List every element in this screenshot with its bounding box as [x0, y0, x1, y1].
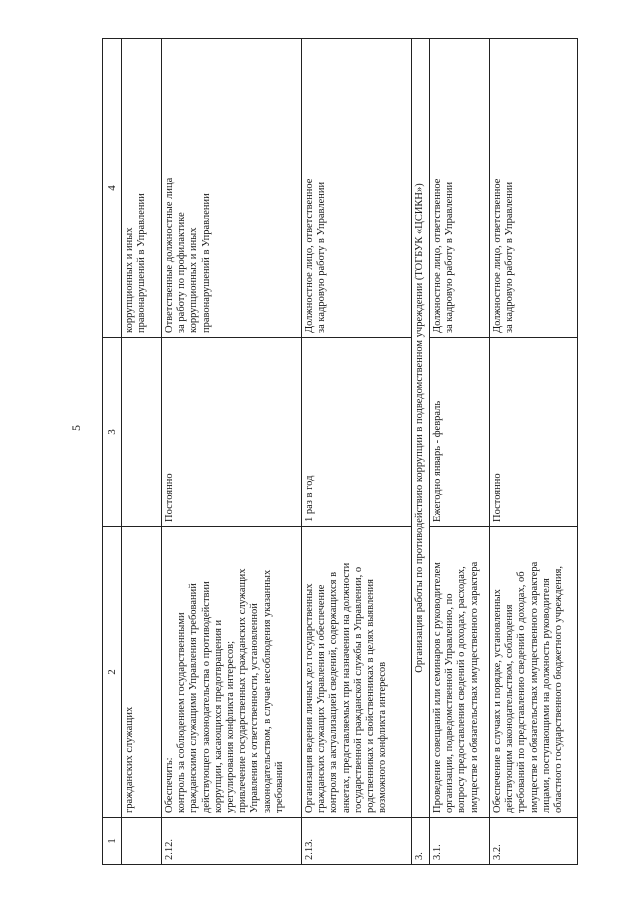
text-line: требований по представлению сведений о доходах, об	[516, 571, 528, 813]
header-col-2: 2	[103, 527, 122, 818]
row-measure	[430, 527, 490, 818]
header-col-3: 3	[103, 338, 122, 527]
text-line: за кадровую работу в Управлении	[316, 181, 328, 333]
table-row	[430, 39, 490, 865]
text-line: гражданскими служащими Управления требований	[188, 583, 200, 813]
row-responsible	[162, 39, 302, 338]
row-responsible	[122, 39, 162, 338]
text-line: контроль за соблюдением государственными	[176, 612, 188, 813]
row-responsible	[302, 39, 412, 338]
row-measure	[122, 527, 162, 818]
text-line: Организация ведения личных дел государственных	[304, 583, 315, 813]
section-number: 3.	[412, 818, 430, 865]
row-measure	[302, 527, 412, 818]
row-number: 3.1.	[430, 818, 490, 865]
header-col-1: 1	[103, 818, 122, 865]
row-number: 3.2.	[490, 818, 578, 865]
text-line: гражданских служащих Управления и обеспечение	[316, 584, 328, 813]
anticorruption-plan-table	[102, 38, 578, 865]
table-row	[162, 39, 302, 865]
text-line: вопросу предоставления сведений о доходах, расходах,	[456, 566, 468, 813]
row-deadline: Постоянно	[162, 338, 302, 527]
row-deadline: Постоянно	[490, 338, 578, 527]
table-header-row	[103, 39, 122, 865]
text-line: Должностное лицо, ответственное	[492, 178, 503, 333]
text-line: коррупции, касающихся предотвращения и	[212, 619, 224, 813]
row-responsible	[430, 39, 490, 338]
text-line: гражданских служащих	[124, 706, 135, 813]
text-line: Обеспечить:	[164, 757, 175, 813]
table-row	[122, 39, 162, 865]
text-line: лицами, поступающими на должность руководителя	[540, 578, 552, 813]
text-line: анкетах, представляемых при назначении на должности	[340, 562, 352, 813]
text-line: контроля за актуализацией сведений, содержащихся в	[328, 571, 340, 813]
text-line: за кадровую работу в Управлении	[504, 181, 516, 333]
text-line: урегулирования конфликта интересов;	[225, 640, 237, 813]
text-line: действующим законодательством, соблюдения	[504, 604, 516, 813]
text-line: Должностное лицо, ответственное	[432, 178, 443, 333]
row-deadline	[122, 338, 162, 527]
text-line: областного государственного бюджетного учреждения,	[553, 566, 565, 813]
rotated-table-container	[102, 45, 612, 865]
table-row	[302, 39, 412, 865]
row-deadline: Ежегодно январь - февраль	[430, 338, 490, 527]
row-number: 2.13.	[302, 818, 412, 865]
document-sheet	[102, 45, 612, 865]
text-line: Должностное лицо, ответственное	[304, 178, 315, 333]
text-line: за кадровую работу в Управлении	[444, 181, 456, 333]
text-line: Обеспечение в случаях и порядке, установленных	[492, 589, 503, 813]
row-responsible	[490, 39, 578, 338]
text-line: родственниках и свойственниках в целях выявления	[365, 579, 377, 813]
text-line: Ответственные должностные лица	[164, 177, 175, 333]
text-line: имуществе и обязательствах имущественного характера	[528, 561, 540, 813]
section-title: Организация работы по противодействию коррупции в подведомственном учреждении (ТОГБУК «ЦСИКН»)	[412, 39, 430, 818]
row-measure	[490, 527, 578, 818]
text-line: Проведение совещаний или семинаров с руководителем	[432, 562, 443, 813]
text-line: действующего законодательства о противодействии	[200, 581, 212, 813]
text-line: законодательством, в случае несоблюдения указанных	[261, 569, 273, 813]
text-line: коррупционных и иных	[124, 227, 135, 333]
text-line: имуществе и обязательствах имущественного характера	[468, 561, 480, 813]
text-line: государственной гражданской службы в Управлении, о	[352, 566, 364, 813]
text-line: организации, подведомственной Управлению, по	[444, 593, 456, 813]
text-line: правонарушений в Управлении	[200, 193, 212, 333]
table-row	[490, 39, 578, 865]
row-number: 2.12.	[162, 818, 302, 865]
text-line: возможного конфликта интересов	[377, 661, 389, 813]
row-deadline: 1 раз в год	[302, 338, 412, 527]
row-measure	[162, 527, 302, 818]
text-line: правонарушений в Управлении	[136, 193, 148, 333]
text-line: требований	[273, 761, 285, 813]
header-col-4: 4	[103, 39, 122, 338]
text-line: коррупционных и иных	[188, 227, 200, 333]
text-line: привлечение государственных гражданских служащих	[237, 568, 249, 813]
page-number: 5	[69, 425, 83, 431]
text-line: за работу по профилактике	[176, 212, 188, 333]
section-title-row	[412, 39, 430, 865]
text-line: Управления к ответственности, установленной	[249, 603, 261, 813]
row-number	[122, 818, 162, 865]
